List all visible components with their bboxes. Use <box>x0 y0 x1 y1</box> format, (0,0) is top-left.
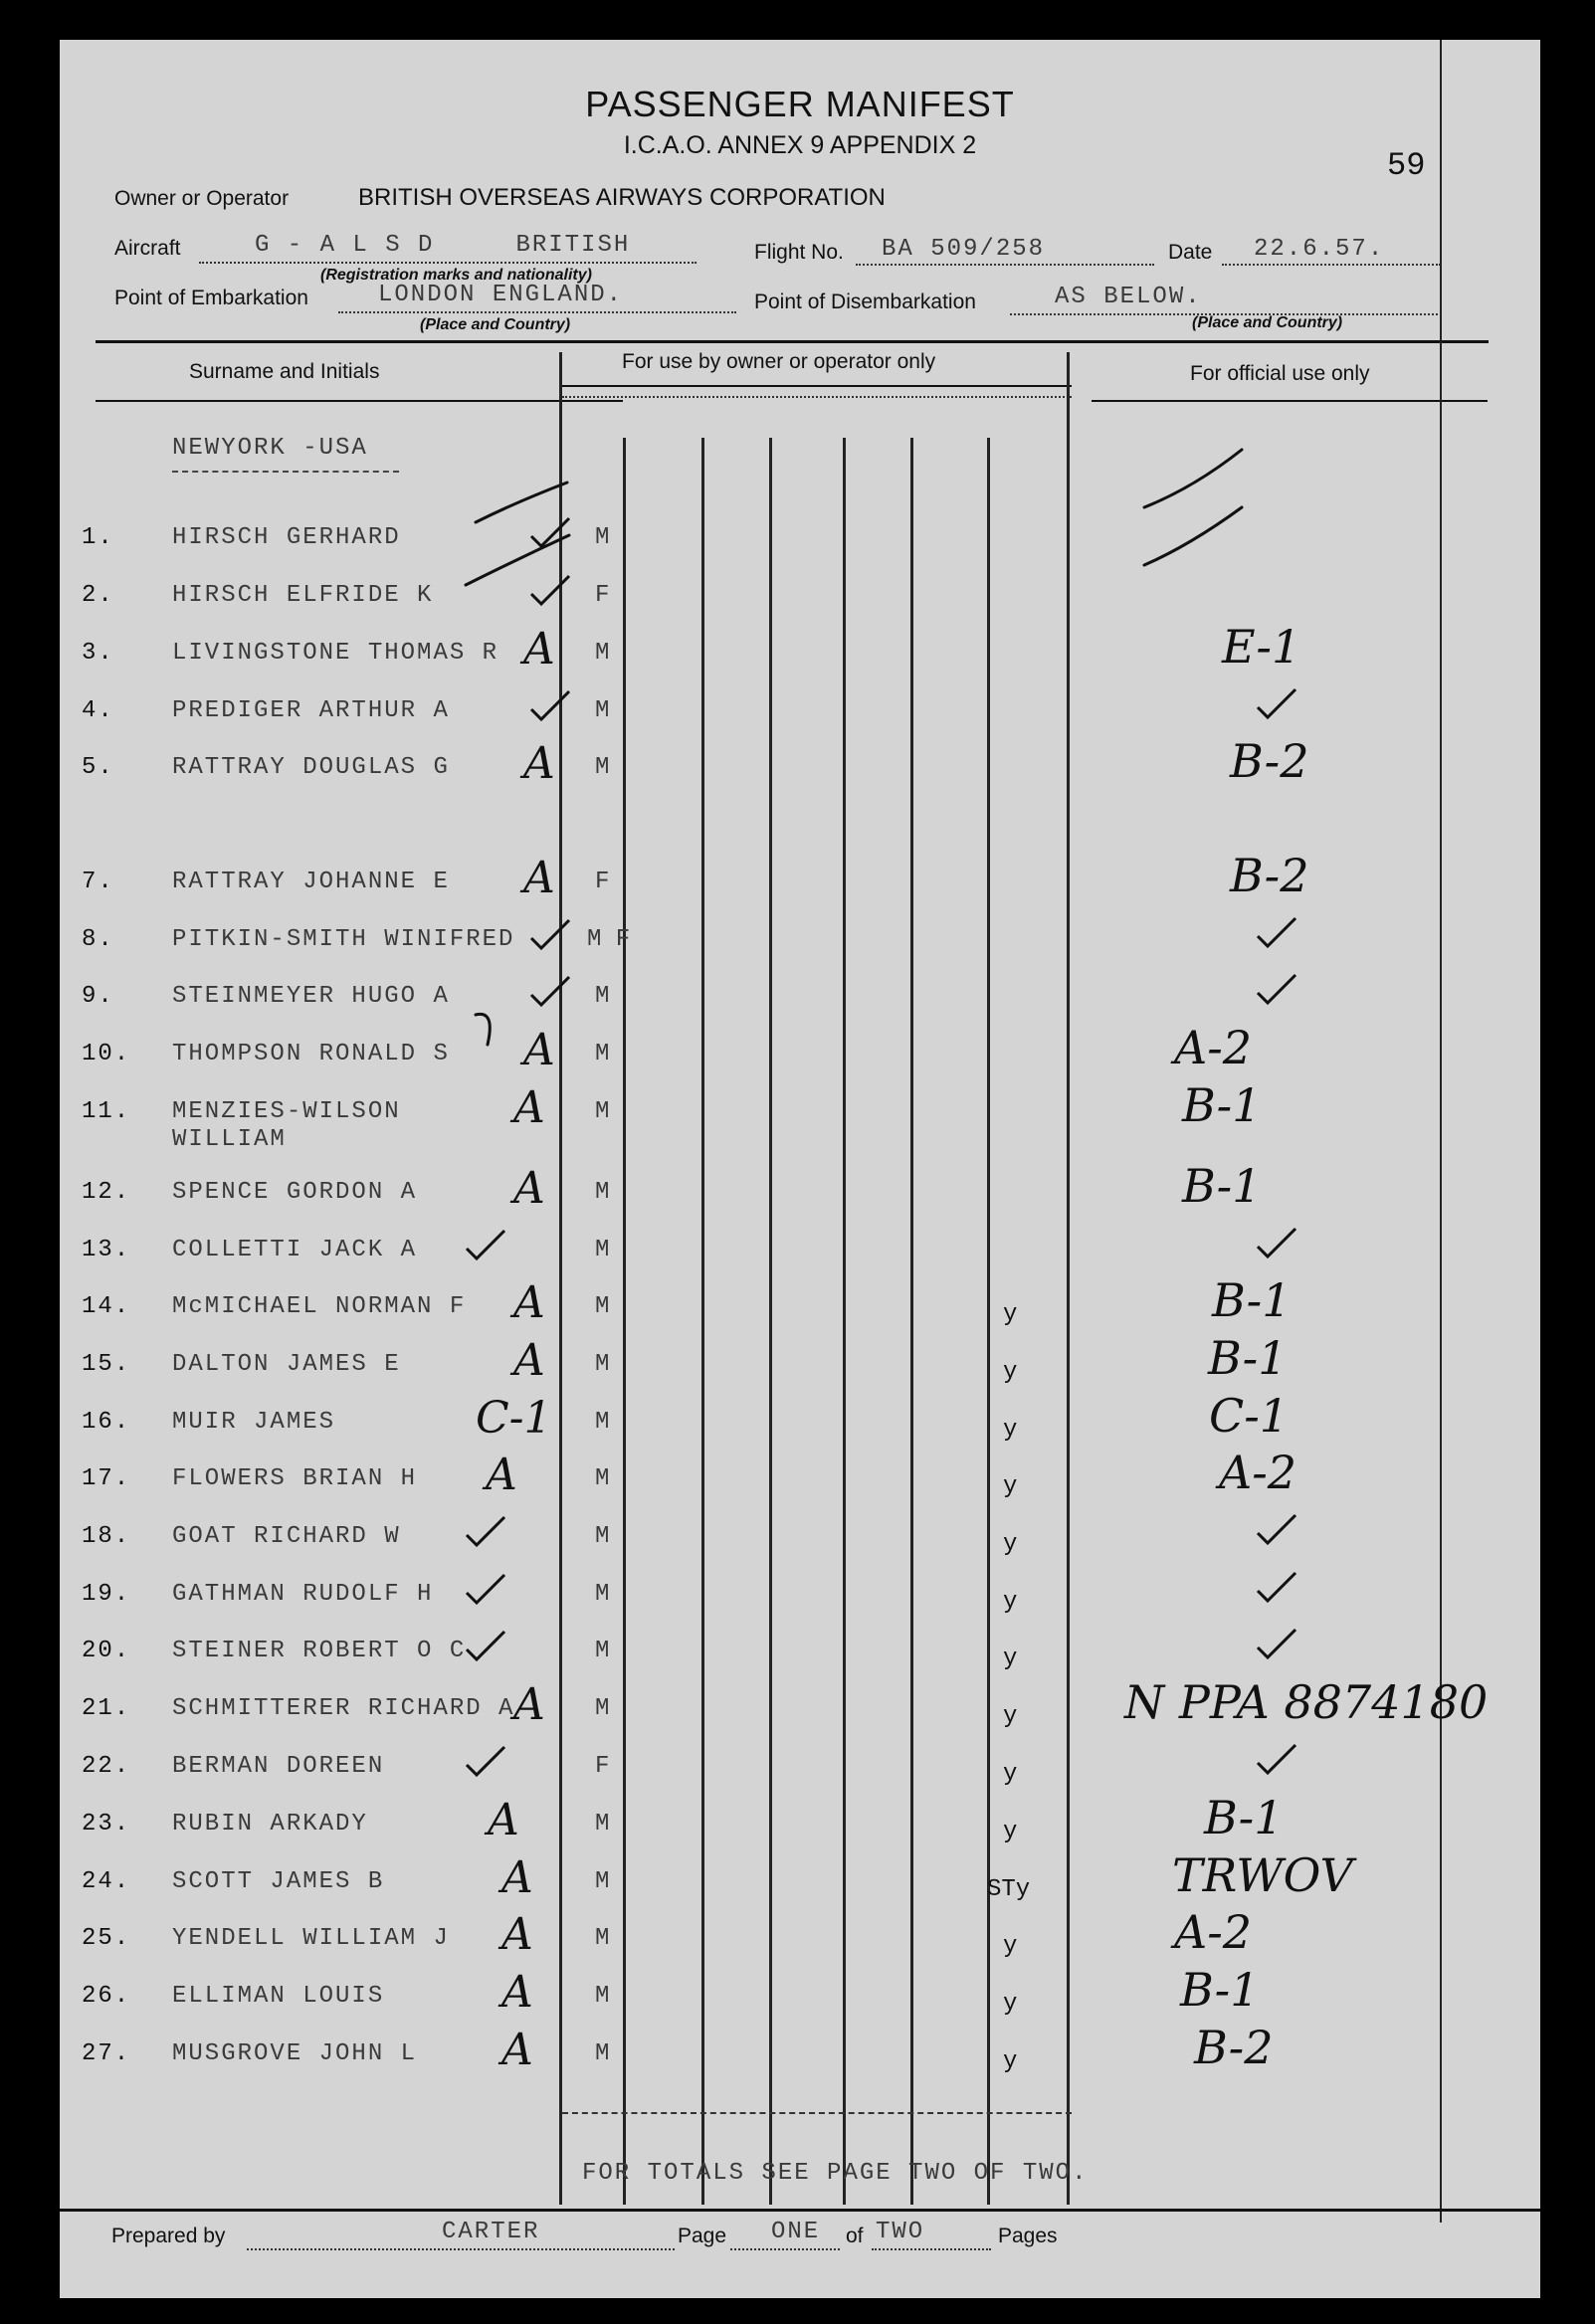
handwritten-mark: A <box>501 2025 533 2075</box>
row-number: 23. <box>82 1811 131 1838</box>
owner-flag: y <box>1003 1933 1018 1960</box>
passenger-sex: M <box>595 1868 610 1895</box>
passenger-sex: M <box>595 1581 610 1608</box>
owner-flag: y <box>1003 1819 1018 1845</box>
check-mark-icon <box>1254 971 1299 1007</box>
row-number: 2. <box>82 582 114 609</box>
row-number: 1. <box>82 524 114 551</box>
aircraft-value: G - A L S D BRITISH <box>255 232 631 259</box>
passenger-name: RATTRAY JOHANNE E <box>172 869 450 895</box>
embarkation-value: LONDON ENGLAND. <box>378 282 624 308</box>
handwritten-mark: A <box>523 738 555 789</box>
col-official-header: For official use only <box>1190 362 1370 385</box>
passenger-sex: M <box>595 1523 610 1550</box>
of-label: of <box>846 2225 864 2247</box>
passenger-sex: M <box>595 754 610 781</box>
handwritten-mark: A <box>513 1163 545 1214</box>
passenger-name: DALTON JAMES E <box>172 1351 401 1378</box>
check-mark-icon <box>1254 1741 1299 1777</box>
official-annotation: B-1 <box>1180 1963 1260 2017</box>
passenger-sex: M <box>595 1695 610 1722</box>
owner-value: BRITISH OVERSEAS AIRWAYS CORPORATION <box>358 184 886 211</box>
disembarkation-label: Point of Disembarkation <box>754 290 976 313</box>
handwritten-mark: A <box>523 853 555 903</box>
row-number: 27. <box>82 2040 131 2067</box>
passenger-sex: M <box>595 1237 610 1263</box>
passenger-sex: M <box>595 1811 610 1838</box>
page-title: PASSENGER MANIFEST <box>585 84 1015 124</box>
official-annotation: B-1 <box>1212 1273 1292 1327</box>
passenger-sex: M <box>595 1925 610 1952</box>
of-value: TWO <box>876 2219 925 2245</box>
row-number: 18. <box>82 1523 131 1550</box>
handwritten-mark: A <box>501 1909 533 1960</box>
official-annotation: B-2 <box>1194 2021 1274 2074</box>
row-number: 10. <box>82 1041 131 1067</box>
owner-flag: y <box>1003 1646 1018 1672</box>
passenger-name: PITKIN-SMITH WINIFRED <box>172 926 515 953</box>
owner-flag: y <box>1003 1301 1018 1328</box>
check-mark-icon <box>1254 1569 1299 1605</box>
row-number: 21. <box>82 1695 131 1722</box>
check-mark-icon <box>463 1513 508 1549</box>
passenger-name: THOMPSON RONALD S <box>172 1041 450 1067</box>
official-annotation: C-1 <box>1209 1389 1290 1443</box>
official-annotation: B-2 <box>1230 734 1309 788</box>
passenger-name: BERMAN DOREEN <box>172 1753 385 1780</box>
row-number: 19. <box>82 1581 131 1608</box>
row-number: 15. <box>82 1351 131 1378</box>
passenger-name: PREDIGER ARTHUR A <box>172 697 450 724</box>
passenger-name: SCOTT JAMES B <box>172 1868 385 1895</box>
passenger-sex: M <box>595 1098 610 1125</box>
official-annotation: A-2 <box>1174 1905 1253 1959</box>
flight-label: Flight No. <box>754 241 844 264</box>
col-name-header: Surname and Initials <box>189 360 380 383</box>
passenger-sex: M <box>595 1351 610 1378</box>
passenger-sex: M F <box>587 926 631 953</box>
manifest-page <box>60 40 1540 2298</box>
handwritten-mark: A <box>513 1277 545 1328</box>
check-mark-icon <box>1254 1626 1299 1661</box>
handwritten-mark: C-1 <box>476 1393 552 1444</box>
passenger-name: MUSGROVE JOHN L <box>172 2040 418 2067</box>
passenger-name: HIRSCH GERHARD <box>172 524 401 551</box>
passenger-sex: M <box>595 1293 610 1320</box>
passenger-sex: M <box>595 640 610 667</box>
owner-flag: y <box>1003 2048 1018 2075</box>
row-number: 5. <box>82 754 114 781</box>
aircraft-note: (Registration marks and nationality) <box>320 267 592 284</box>
owner-flag: y <box>1003 1761 1018 1788</box>
check-mark-icon <box>463 1743 508 1779</box>
col-owner-header: For use by owner or operator only <box>622 350 936 373</box>
passenger-name: STEINER ROBERT O C <box>172 1638 467 1664</box>
check-mark-icon <box>463 1628 508 1663</box>
handwritten-mark: A <box>523 624 555 675</box>
official-annotation: TRWOV <box>1172 1848 1353 1902</box>
passenger-name: LIVINGSTONE THOMAS R <box>172 640 499 667</box>
official-annotation: E-1 <box>1222 620 1301 674</box>
passenger-name: SPENCE GORDON A <box>172 1179 418 1206</box>
owner-flag: y <box>1003 1417 1018 1444</box>
date-value: 22.6.57. <box>1254 236 1385 263</box>
check-mark-icon <box>463 1571 508 1607</box>
passenger-name-cont: WILLIAM <box>172 1126 287 1153</box>
check-mark-icon <box>527 916 573 952</box>
row-number: 8. <box>82 926 114 953</box>
handwritten-mark: A <box>513 1335 545 1386</box>
handwritten-mark: A <box>486 1450 517 1500</box>
prepared-label: Prepared by <box>111 2225 226 2247</box>
row-number: 3. <box>82 640 114 667</box>
owner-flag: y <box>1003 1473 1018 1500</box>
check-mark-icon <box>1254 1511 1299 1547</box>
owner-flag: STy <box>987 1876 1031 1903</box>
handwritten-mark: A <box>501 1852 533 1903</box>
passenger-name: ELLIMAN LOUIS <box>172 1983 385 2010</box>
official-annotation: N PPA 8874180 <box>1124 1675 1489 1729</box>
row-number: 9. <box>82 983 114 1010</box>
row-number: 25. <box>82 1925 131 1952</box>
official-annotation: B-2 <box>1230 849 1309 902</box>
disembarkation-value: AS BELOW. <box>1055 284 1202 310</box>
check-mark-icon <box>527 973 573 1009</box>
owner-flag: y <box>1003 1359 1018 1386</box>
totals-note: FOR TOTALS SEE PAGE TWO OF TWO. <box>582 2160 1089 2187</box>
check-mark-icon <box>527 687 573 723</box>
passenger-name: FLOWERS BRIAN H <box>172 1465 418 1492</box>
check-mark-icon <box>1254 685 1299 721</box>
passenger-sex: M <box>595 524 610 551</box>
owner-flag: y <box>1003 1531 1018 1558</box>
row-number: 7. <box>82 869 114 895</box>
row-number: 24. <box>82 1868 131 1895</box>
passenger-name: MENZIES-WILSON <box>172 1098 401 1125</box>
passenger-sex: M <box>595 1409 610 1436</box>
row-number: 16. <box>82 1409 131 1436</box>
passenger-sex: M <box>595 1465 610 1492</box>
official-annotation: B-1 <box>1182 1159 1262 1213</box>
row-number: 4. <box>82 697 114 724</box>
page-value: ONE <box>771 2219 821 2245</box>
official-annotation: A-2 <box>1219 1446 1297 1499</box>
page-number: 59 <box>1387 147 1426 184</box>
passenger-name: YENDELL WILLIAM J <box>172 1925 450 1952</box>
embarkation-note: (Place and Country) <box>420 316 571 333</box>
passenger-sex: M <box>595 1983 610 2010</box>
passenger-name: RATTRAY DOUGLAS G <box>172 754 450 781</box>
row-number: 12. <box>82 1179 131 1206</box>
pages-label: Pages <box>998 2225 1058 2247</box>
passenger-sex: M <box>595 1041 610 1067</box>
row-number: 14. <box>82 1293 131 1320</box>
passenger-name: McMICHAEL NORMAN F <box>172 1293 467 1320</box>
passenger-sex: M <box>595 697 610 724</box>
owner-flag: y <box>1003 1589 1018 1616</box>
owner-flag: y <box>1003 1991 1018 2018</box>
disembarkation-note: (Place and Country) <box>1192 314 1343 331</box>
row-number: 20. <box>82 1638 131 1664</box>
check-mark-icon <box>527 514 573 550</box>
page-subtitle: I.C.A.O. ANNEX 9 APPENDIX 2 <box>623 131 977 159</box>
handwritten-mark: A <box>513 1679 545 1730</box>
check-mark-icon <box>1254 1225 1299 1260</box>
passenger-sex: M <box>595 1638 610 1664</box>
prepared-value: CARTER <box>442 2219 540 2245</box>
page-label: Page <box>678 2225 727 2247</box>
check-mark-icon <box>1254 914 1299 950</box>
row-number: 22. <box>82 1753 131 1780</box>
handwritten-mark: A <box>523 1025 555 1075</box>
official-annotation: B-1 <box>1208 1331 1288 1385</box>
passenger-name: STEINMEYER HUGO A <box>172 983 450 1010</box>
official-annotation: B-1 <box>1204 1791 1284 1844</box>
passenger-name: GATHMAN RUDOLF H <box>172 1581 434 1608</box>
destination-heading: NEWYORK -USA <box>172 435 368 462</box>
row-number: 26. <box>82 1983 131 2010</box>
passenger-sex: M <box>595 2040 610 2067</box>
passenger-sex: M <box>595 1179 610 1206</box>
passenger-name: GOAT RICHARD W <box>172 1523 401 1550</box>
check-mark-icon <box>527 572 573 608</box>
check-mark-icon <box>463 1227 508 1262</box>
passenger-name: COLLETTI JACK A <box>172 1237 418 1263</box>
handwritten-mark: A <box>488 1795 519 1845</box>
passenger-name: MUIR JAMES <box>172 1409 336 1436</box>
passenger-sex: F <box>595 869 610 895</box>
date-label: Date <box>1168 241 1213 264</box>
embarkation-label: Point of Embarkation <box>114 287 308 309</box>
owner-flag: y <box>1003 1703 1018 1730</box>
flight-value: BA 509/258 <box>882 236 1046 263</box>
passenger-sex: F <box>595 1753 610 1780</box>
official-annotation: A-2 <box>1174 1021 1253 1074</box>
row-number: 17. <box>82 1465 131 1492</box>
official-annotation: B-1 <box>1182 1078 1262 1132</box>
handwritten-mark: A <box>501 1967 533 2018</box>
passenger-name: HIRSCH ELFRIDE K <box>172 582 434 609</box>
row-number: 13. <box>82 1237 131 1263</box>
passenger-sex: F <box>595 582 610 609</box>
passenger-sex: M <box>595 983 610 1010</box>
passenger-name: RUBIN ARKADY <box>172 1811 368 1838</box>
owner-label: Owner or Operator <box>114 187 290 210</box>
row-number: 11. <box>82 1098 131 1125</box>
aircraft-label: Aircraft <box>114 237 181 260</box>
passenger-name: SCHMITTERER RICHARD A <box>172 1695 515 1722</box>
handwritten-mark: A <box>513 1082 545 1133</box>
